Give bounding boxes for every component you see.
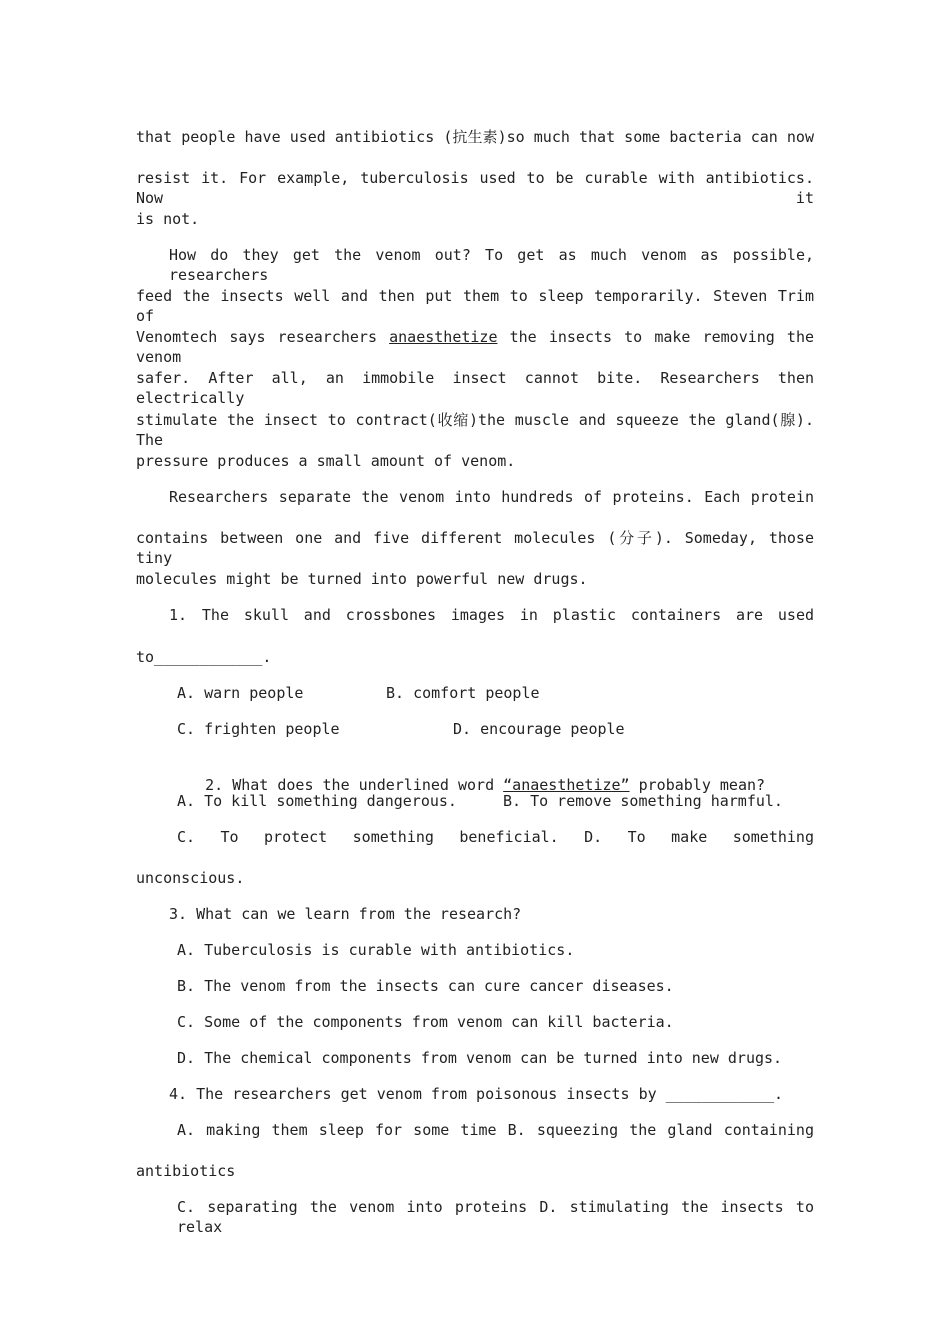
option-4b-cont: antibiotics (136, 1162, 236, 1180)
underlined-word: “anaesthetize” (503, 776, 630, 794)
option-3a: A. Tuberculosis is curable with antibiotics. (177, 941, 575, 959)
option-4c-4d: C. separating the venom into proteins D. stimulating the insects to relax (177, 1198, 814, 1236)
question-3-stem: 3. What can we learn from the research? (169, 905, 522, 923)
option-3b: B. The venom from the insects can cure cancer diseases. (177, 977, 674, 995)
option-2a: A. To kill something dangerous. (177, 792, 457, 810)
question-2-stem: 2. What does the underlined word “anaesthetize” probably mean? (205, 776, 766, 794)
passage-line: resist it. For example, tuberculosis used to be curable with antibiotics. Now it (136, 169, 814, 207)
passage-line: that people have used antibiotics (抗生素)so much that some bacteria can now (136, 128, 814, 146)
option-3d: D. The chemical components from venom can be turned into new drugs. (177, 1049, 783, 1067)
passage-line: molecules might be turned into powerful new drugs. (136, 570, 588, 588)
question-1-stem: 1. The skull and crossbones images in plastic containers are used (169, 606, 814, 624)
option-1d: D. encourage people (453, 720, 625, 738)
question-1-stem-cont: to____________. (136, 648, 272, 666)
passage-line: safer. After all, an immobile insect cannot bite. Researchers then electrically (136, 369, 814, 407)
option-1c: C. frighten people (177, 720, 340, 738)
passage-line: is not. (136, 210, 200, 228)
passage-line: pressure produces a small amount of venom. (136, 452, 516, 470)
passage-line: Venomtech says researchers anaesthetize the insects to make removing the venom (136, 328, 815, 366)
question-4-stem: 4. The researchers get venom from poisonous insects by ____________. (169, 1085, 784, 1103)
passage-line: stimulate the insect to contract(收缩)the muscle and squeeze the gland(腺). The (136, 411, 814, 449)
option-1a: A. warn people (177, 684, 304, 702)
option-2d-cont: unconscious. (136, 869, 245, 887)
underlined-word: anaesthetize (389, 328, 498, 346)
passage-line: How do they get the venom out? To get as much venom as possible, researchers (169, 246, 814, 284)
passage-line: Researchers separate the venom into hundreds of proteins. Each protein (169, 488, 814, 506)
passage-line: feed the insects well and then put them to sleep temporarily. Steven Trim of (136, 287, 814, 325)
option-1b: B. comfort people (386, 684, 540, 702)
option-2c-2d: C. To protect something beneficial. D. To make something (177, 828, 814, 846)
option-4a-4b: A. making them sleep for some time B. squeezing the gland containing (177, 1121, 814, 1139)
option-3c: C. Some of the components from venom can kill bacteria. (177, 1013, 674, 1031)
passage-line: contains between one and five different molecules (分子). Someday, those tiny (136, 529, 814, 567)
option-2b: B. To remove something harmful. (503, 792, 783, 810)
